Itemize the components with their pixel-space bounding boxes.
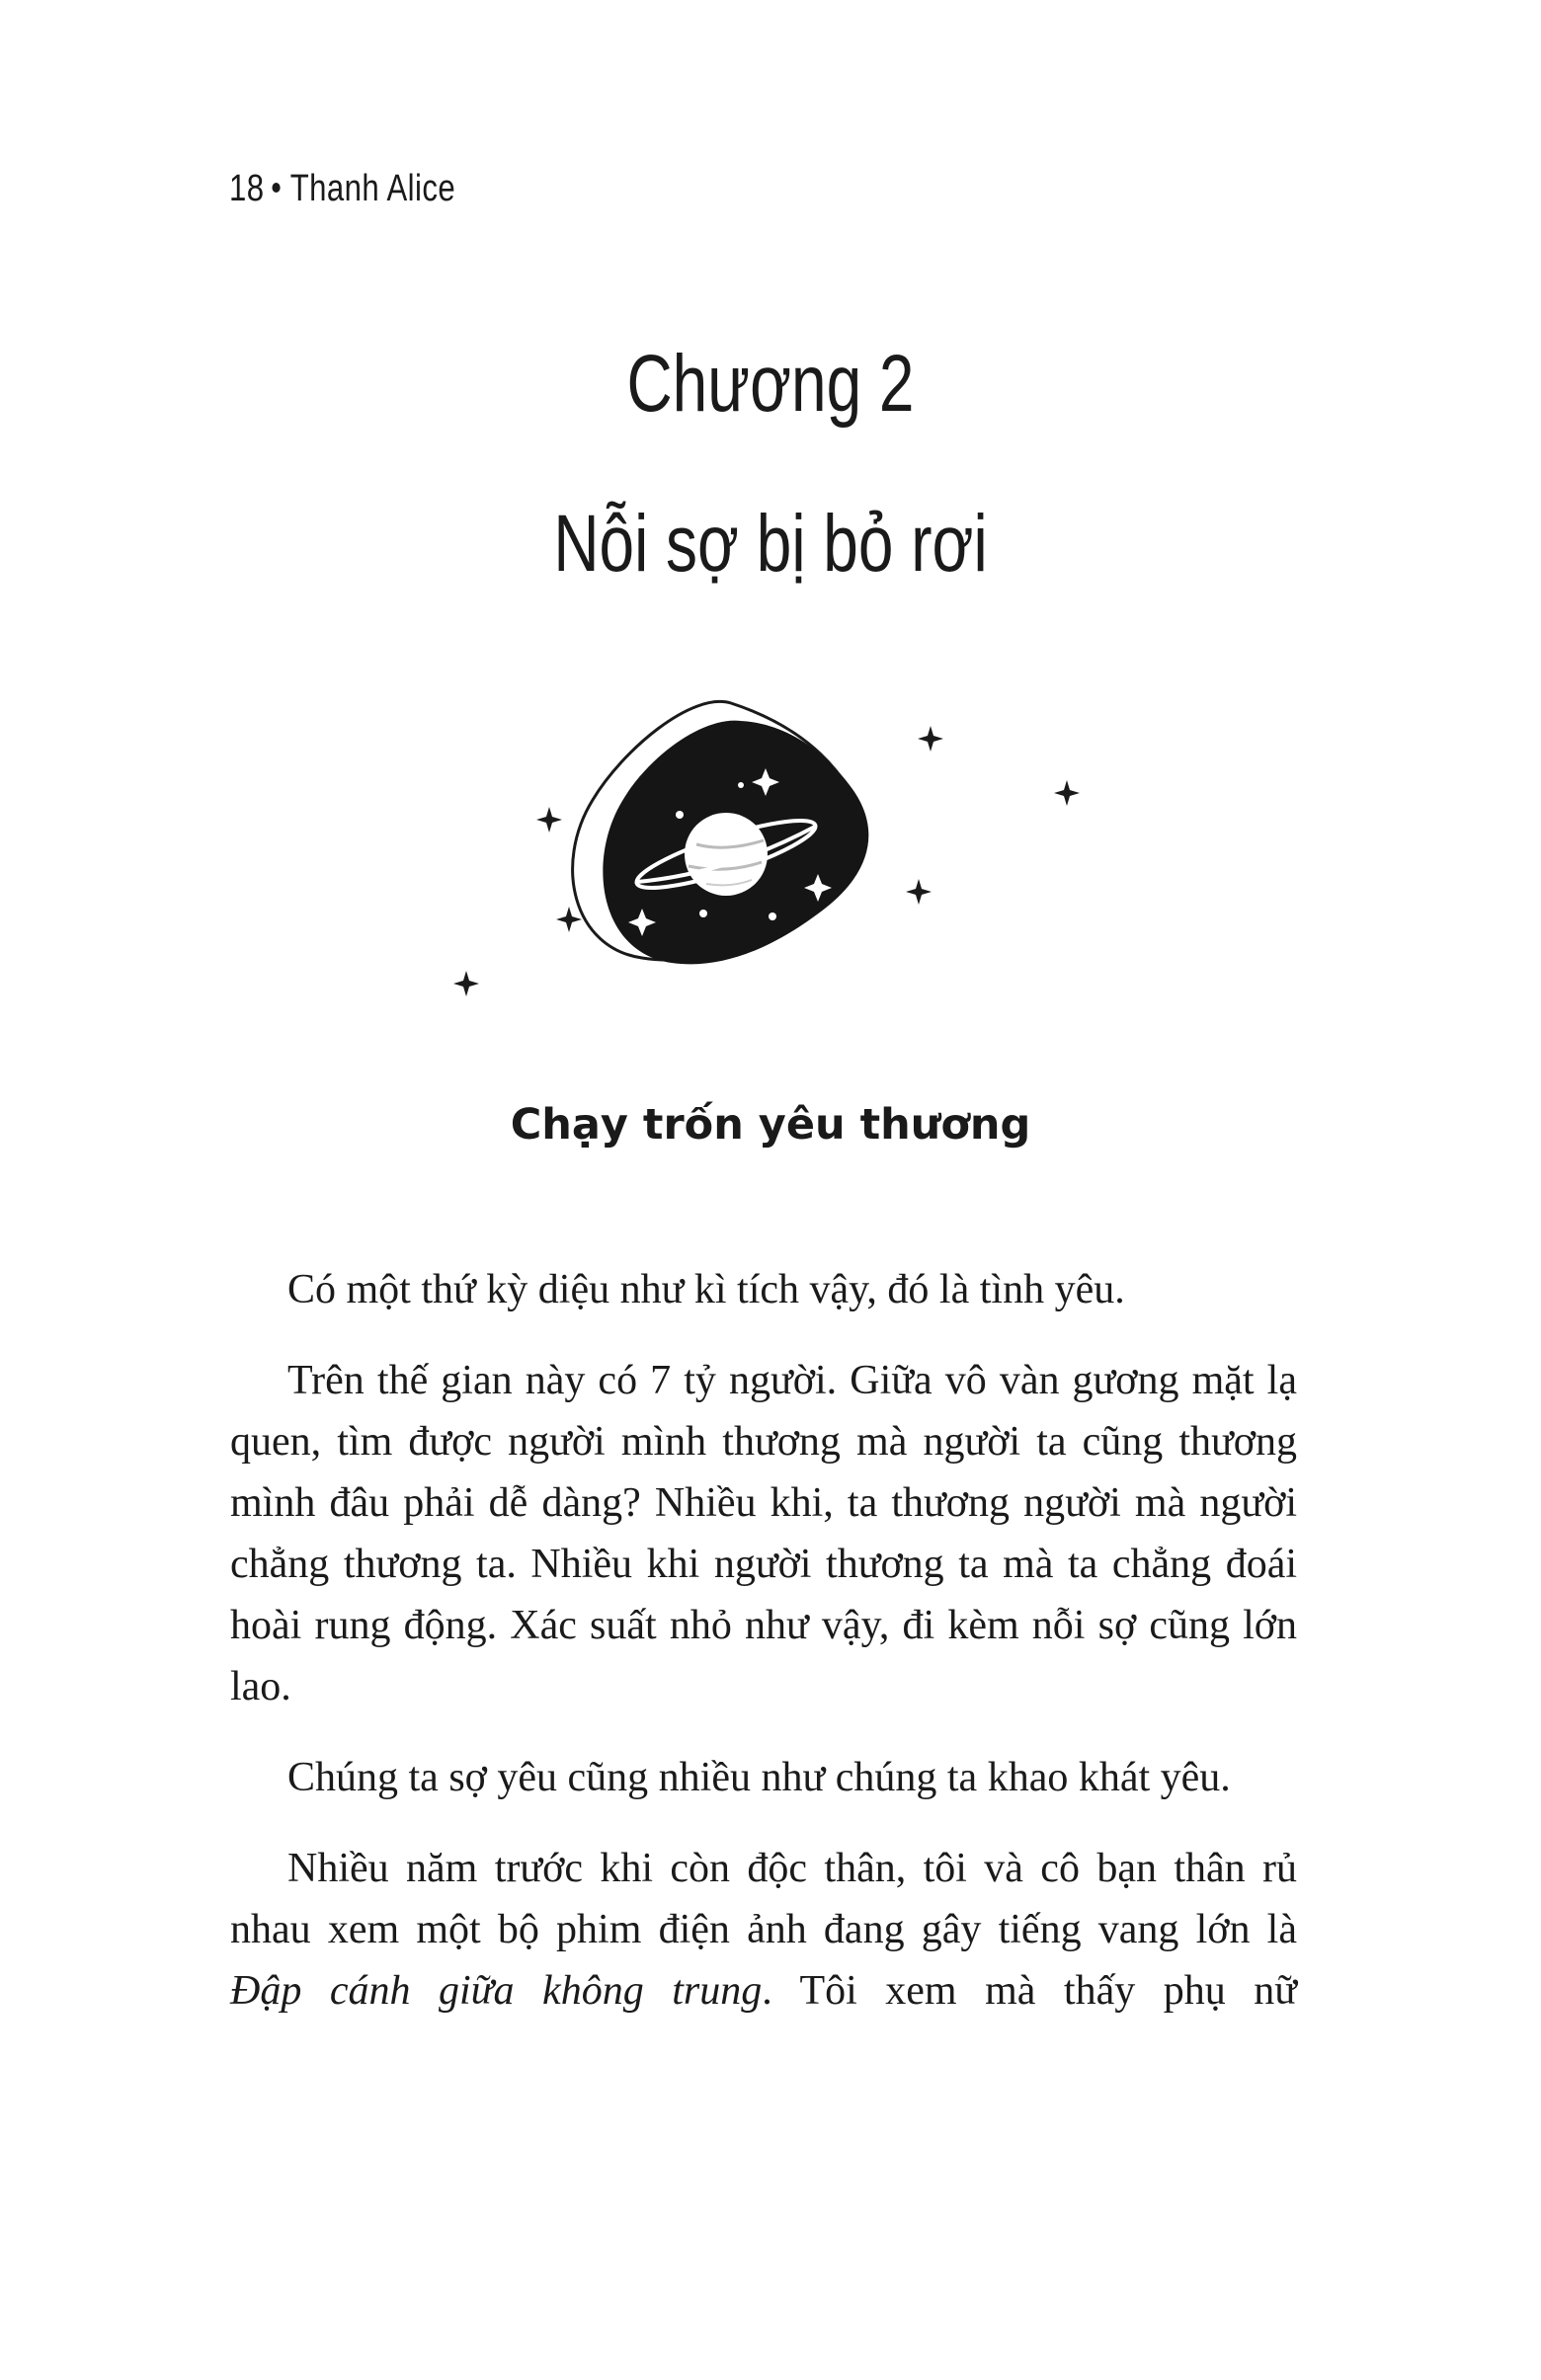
paragraph: Chúng ta sợ yêu cũng nhiều như chúng ta khao khát yêu.	[287, 1755, 1231, 1800]
body-text	[230, 1259, 1297, 2051]
paragraph	[230, 1838, 1297, 2022]
paragraph: Có một thứ kỳ diệu như kì tích vậy, đó là tình yêu.	[287, 1267, 1125, 1312]
running-head	[229, 168, 455, 210]
section-heading: Chạy trốn yêu thương	[510, 1100, 1031, 1150]
bullet-separator	[273, 183, 281, 193]
film-title: Đập cánh giữa không trung	[230, 1968, 763, 2014]
page-number: 18	[229, 168, 265, 209]
chapter-number: Chương 2	[626, 339, 915, 429]
paragraph-text: Nhiều năm trước khi còn độc thân, tôi và cô bạn thân rủ nhau xem một bộ phim điện ảnh đang gây tiếng vang lớn là	[230, 1846, 1297, 1952]
paragraph: Trên thế gian này có 7 tỷ người. Giữa vô vàn gương mặt lạ quen, tìm được người mình thương mà người ta cũng thương mình đâu phải dễ dàng? Nhiều khi, ta thương người mà người chẳng thương ta. Nhiều khi người thương ta mà ta chẳng đoái hoài rung động. Xác suất nhỏ như vậy, đi kèm nỗi sợ cũng lớn lao.	[230, 1358, 1297, 1709]
chapter-title: Nỗi sợ bị bỏ rơi	[553, 499, 988, 589]
planet-blob-icon	[445, 691, 1096, 1017]
paragraph-text: . Tôi xem mà thấy phụ nữ	[762, 1968, 1297, 2014]
author-name: Thanh Alice	[289, 168, 456, 209]
